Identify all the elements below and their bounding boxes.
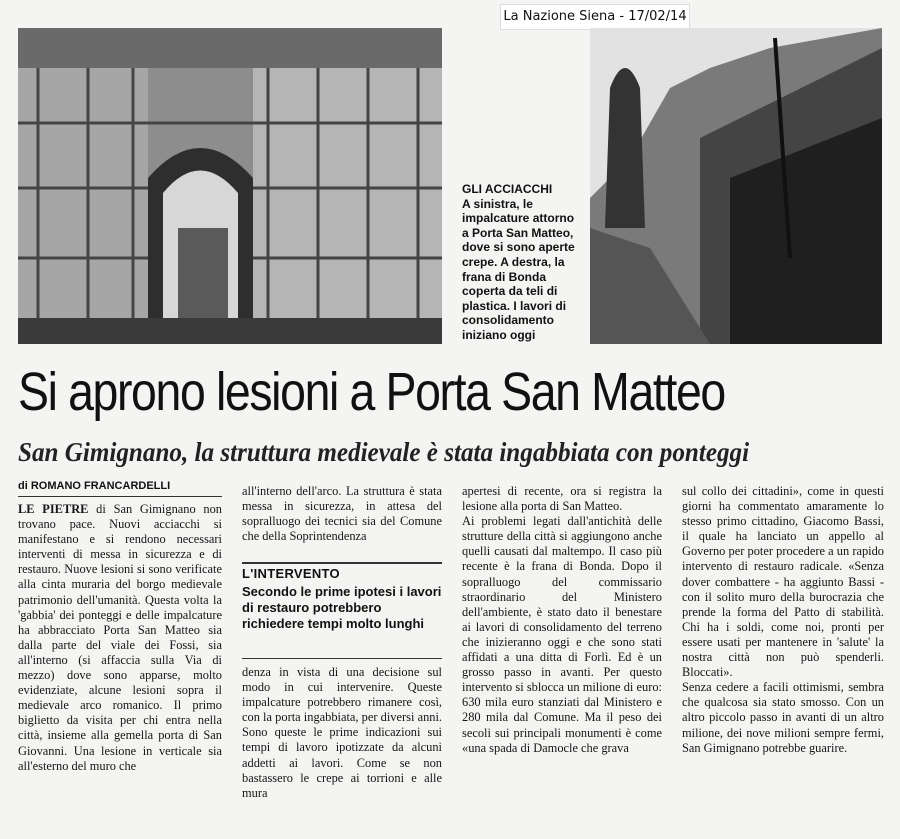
photo-caption bbox=[462, 182, 580, 343]
box-rule-bottom bbox=[242, 658, 442, 659]
headline: Si aprono lesioni a Porta San Matteo bbox=[18, 362, 725, 422]
box-rule-top bbox=[242, 562, 442, 564]
article-column-4 bbox=[682, 484, 884, 756]
source-label: La Nazione Siena - 17/02/14 bbox=[500, 4, 690, 30]
column-2-bottom-text: denza in vista di una decisione sul modo in cui intervenire. Queste impalcature potrebbero rimanere così, con la porta ingabbiata, per diversi anni. Sono queste le prime indicazioni sui tempi di lavoro ipotizzate da alcuni addetti ai lavori. Come se non bastassero le crepe ai torrioni e alle mura bbox=[242, 665, 442, 800]
article-column-1 bbox=[18, 502, 222, 774]
byline bbox=[18, 480, 170, 492]
intervento-box bbox=[242, 566, 442, 632]
byline-rule bbox=[18, 496, 222, 497]
column-4-paragraph-2: Senza cedere a facili ottimismi, sembra che qualcosa sia stato smosso. Con un altro piccolo passo in avanti di un altro milione, dei nove milioni sempre fermi, San Gimignano potrebbe guarire. bbox=[682, 680, 884, 755]
article-column-3 bbox=[462, 484, 662, 756]
photo-porta-san-matteo bbox=[18, 28, 442, 344]
subheadline: San Gimignano, la struttura medievale è stata ingabbiata con ponteggi bbox=[18, 437, 750, 467]
photo-frana-bonda bbox=[590, 28, 882, 344]
column-4-paragraph-1: sul collo dei cittadini», come in questi giorni ha commentato amaramente lo stesso primo cittadino, Giacomo Bassi, il quale ha lanciato un appello al Governo per poter procedere a un rapido intervento di restauro radicale. «Senza dover combattere - ha aggiunto Bassi - con il solito muro della burocrazia che prende la forma del Patto di stabilità. Chi ha i soldi, come noi, pronti per essere usati per mantenere in 'salute' la nostra città non può spenderli. Bloccati». bbox=[682, 484, 884, 680]
box-kicker: L'INTERVENTO bbox=[242, 566, 340, 581]
column-1-text: di San Gimignano non trovano pace. Nuovi acciacchi si manifestano e si rendono necessari interventi di messa in sicurezza e di restauro. Nuove lesioni si sono verificate alla cinta muraria del borgo medievale patrimonio dell'umanità. Questa volta la 'gabbia' dei ponteggi e delle impalcature ha abbracciato Porta San Matteo sia dalla parte del viale dei Fossi, sia all'interno (si affaccia sulla Via di mezzo) dove sono apparse, molto evidenziate, alcune lesioni sopra il medievale arco romanico. Il primo biglietto da visita per chi entra nella città, insieme alla gemella porta di San Giovanni. Una lesione in verticale sia all'esterno del muro che bbox=[18, 502, 222, 773]
column-3-paragraph-2: Ai problemi legati dall'antichità delle strutture della città si aggiungono anche quelli causati dal maltempo. Il caso più recente è la frana di Bonda. Dopo il sopralluogo del commissario straordinario del Ministero dell'ambiente, è stato dato il benestare ai lavori di consolidamento del terreno che inizieranno oggi e che sono stati affidati a una ditta di Forlì. Ed è un grosso passo in avanti. Per questo intervento si sblocca un milione di euro: 630 mila euro stanziati dal Ministero e 280 mila dal Comune. Ma il peso dei secoli sui principali monumenti è come «una spada di Damocle che grava bbox=[462, 514, 662, 755]
byline-prefix: di bbox=[18, 480, 28, 492]
box-title: Secondo le prime ipotesi i lavori di restauro potrebbero richiedere tempi molto lunghi bbox=[242, 584, 442, 631]
article-column-2-top bbox=[242, 484, 442, 544]
caption-title: GLI ACCIACCHI bbox=[462, 182, 553, 196]
byline-author: ROMANO FRANCARDELLI bbox=[30, 480, 171, 492]
column-3-paragraph-1: apertesi di recente, ora si registra la lesione alla porta di San Matteo. bbox=[462, 484, 662, 514]
caption-text: A sinistra, le impalcature attorno a Porta San Matteo, dove si sono aperte crepe. A destra, la frana di Bonda coperta da teli di plastica. I lavori di consolidamento iniziano oggi bbox=[462, 196, 575, 342]
article-column-2-bottom bbox=[242, 665, 442, 801]
column-2-top-text: all'interno dell'arco. La struttura è stata messa in sicurezza, in attesa del sopralluogo dei tecnici sia del Comune che della Soprintendenza bbox=[242, 484, 442, 544]
lead-in: LE PIETRE bbox=[18, 502, 89, 516]
